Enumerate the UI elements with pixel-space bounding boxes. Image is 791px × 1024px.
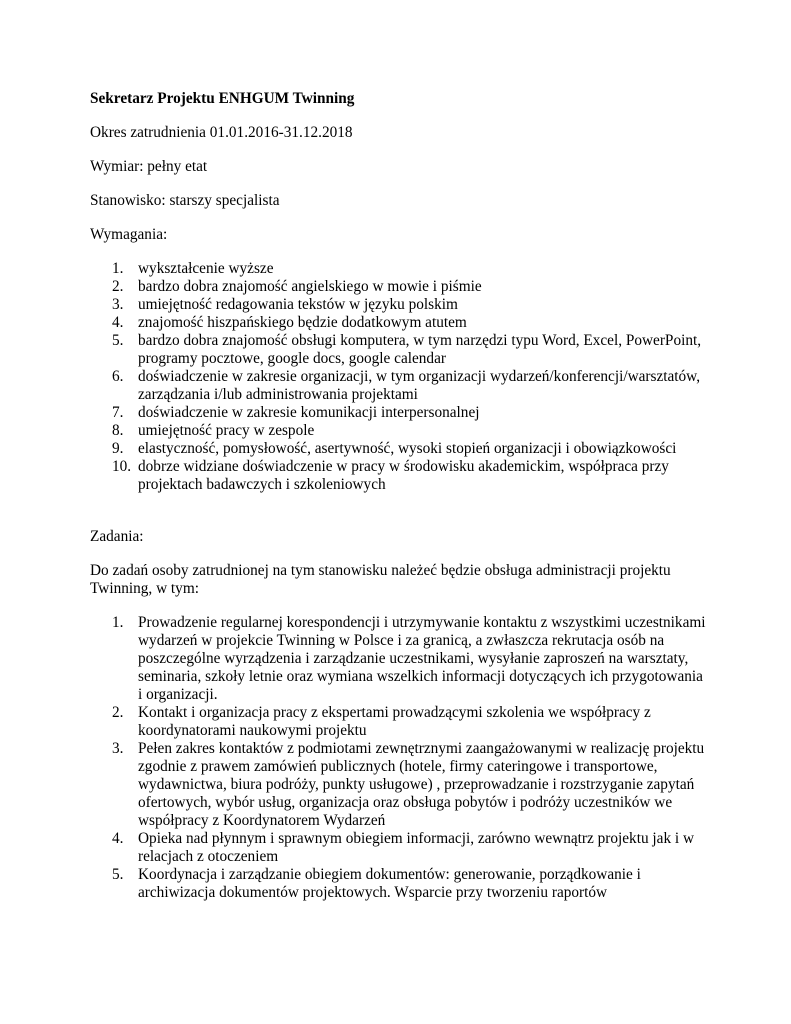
list-item	[90, 440, 710, 458]
list-item-text: Kontakt i organizacja pracy z ekspertami prowadzącymi szkolenia we współpracy z koordynatorami naukowymi projektu	[138, 704, 651, 739]
list-item	[90, 458, 710, 494]
list-item	[90, 830, 710, 866]
tasks-heading: Zadania:	[90, 528, 144, 545]
list-item-number: 5.	[112, 332, 124, 349]
employment-period: Okres zatrudnienia 01.01.2016-31.12.2018	[90, 124, 353, 141]
list-item-text: doświadczenie w zakresie organizacji, w tym organizacji wydarzeń/konferencji/warsztatów, zarządzania i/lub administrowania projektami	[138, 368, 701, 403]
list-item-number: 6.	[112, 368, 124, 385]
list-item	[90, 422, 710, 440]
list-item-text: wykształcenie wyższe	[138, 260, 274, 277]
list-item-text: Koordynacja i zarządzanie obiegiem dokumentów: generowanie, porządkowanie i archiwizacja dokumentów projektowych. Wsparcie przy tworzeniu raportów	[138, 866, 641, 901]
list-item-number: 8.	[112, 422, 124, 439]
list-item	[90, 314, 710, 332]
list-item	[90, 866, 710, 902]
list-item	[90, 332, 710, 368]
list-item-text: umiejętność redagowania tekstów w języku polskim	[138, 296, 458, 313]
list-item	[90, 614, 710, 704]
list-item	[90, 740, 710, 830]
requirements-list	[90, 260, 710, 494]
list-item	[90, 704, 710, 740]
list-item-text: elastyczność, pomysłowość, asertywność, wysoki stopień organizacji i obowiązkowości	[138, 440, 677, 457]
list-item-number: 1.	[112, 614, 124, 631]
requirements-heading: Wymagania:	[90, 226, 168, 243]
list-item	[90, 260, 710, 278]
list-item-number: 3.	[112, 740, 124, 757]
list-item-number: 3.	[112, 296, 124, 313]
list-item	[90, 368, 710, 404]
list-item-number: 1.	[112, 260, 124, 277]
list-item-text: Prowadzenie regularnej korespondencji i utrzymywanie kontaktu z wszystkimi uczestnikami wydarzeń w projekcie Twinning w Polsce i za granicą, a zwłaszcza rekrutacja osób na poszczególne wyrządzenia i zarządzanie uczestnikami, wysyłanie zaproszeń na warsztaty, seminaria, szkoły letnie oraz wymiana wszelkich informacji dotyczących ich przygotowania i organizacji.	[138, 614, 706, 703]
list-item-text: bardzo dobra znajomość angielskiego w mowie i piśmie	[138, 278, 482, 295]
list-item-number: 10.	[112, 458, 132, 475]
list-item-text: bardzo dobra znajomość obsługi komputera, w tym narzędzi typu Word, Excel, PowerPoint, programy pocztowe, google docs, google calendar	[138, 332, 702, 367]
list-item-text: znajomość hiszpańskiego będzie dodatkowym atutem	[138, 314, 467, 331]
document-page	[90, 90, 710, 902]
list-item	[90, 404, 710, 422]
list-item-text: umiejętność pracy w zespole	[138, 422, 315, 439]
list-item-text: Opieka nad płynnym i sprawnym obiegiem informacji, zarówno wewnątrz projektu jak i w relacjach z otoczeniem	[138, 830, 695, 865]
list-item-text: doświadczenie w zakresie komunikacji interpersonalnej	[138, 404, 480, 421]
list-item	[90, 278, 710, 296]
list-item-text: Pełen zakres kontaktów z podmiotami zewnętrznymi zaangażowanymi w realizację projektu zgodnie z prawem zamówień publicznych (hotele, firmy cateringowe i transportowe, wydawnictwa, biura podróży, punkty usługowe) , przeprowadzanie i rozstrzyganie zapytań ofertowych, wybór usług, organizacja oraz obsługa pobytów i podróży uczestników we współpracy z Koordynatorem Wydarzeń	[138, 740, 705, 829]
list-item-number: 4.	[112, 314, 124, 331]
tasks-list	[90, 614, 710, 902]
position-level: Stanowisko: starszy specjalista	[90, 192, 280, 209]
list-item-number: 5.	[112, 866, 124, 883]
job-title: Sekretarz Projektu ENHGUM Twinning	[90, 90, 355, 107]
list-item-text: dobrze widziane doświadczenie w pracy w środowisku akademickim, współpraca przy projektach badawczych i szkoleniowych	[138, 458, 669, 493]
list-item-number: 9.	[112, 440, 124, 457]
list-item-number: 2.	[112, 278, 124, 295]
list-item-number: 2.	[112, 704, 124, 721]
list-item	[90, 296, 710, 314]
list-item-number: 4.	[112, 830, 124, 847]
list-item-number: 7.	[112, 404, 124, 421]
tasks-intro: Do zadań osoby zatrudnionej na tym stanowisku należeć będzie obsługa administracji projektu Twinning, w tym:	[90, 562, 671, 597]
employment-scope: Wymiar: pełny etat	[90, 158, 208, 175]
